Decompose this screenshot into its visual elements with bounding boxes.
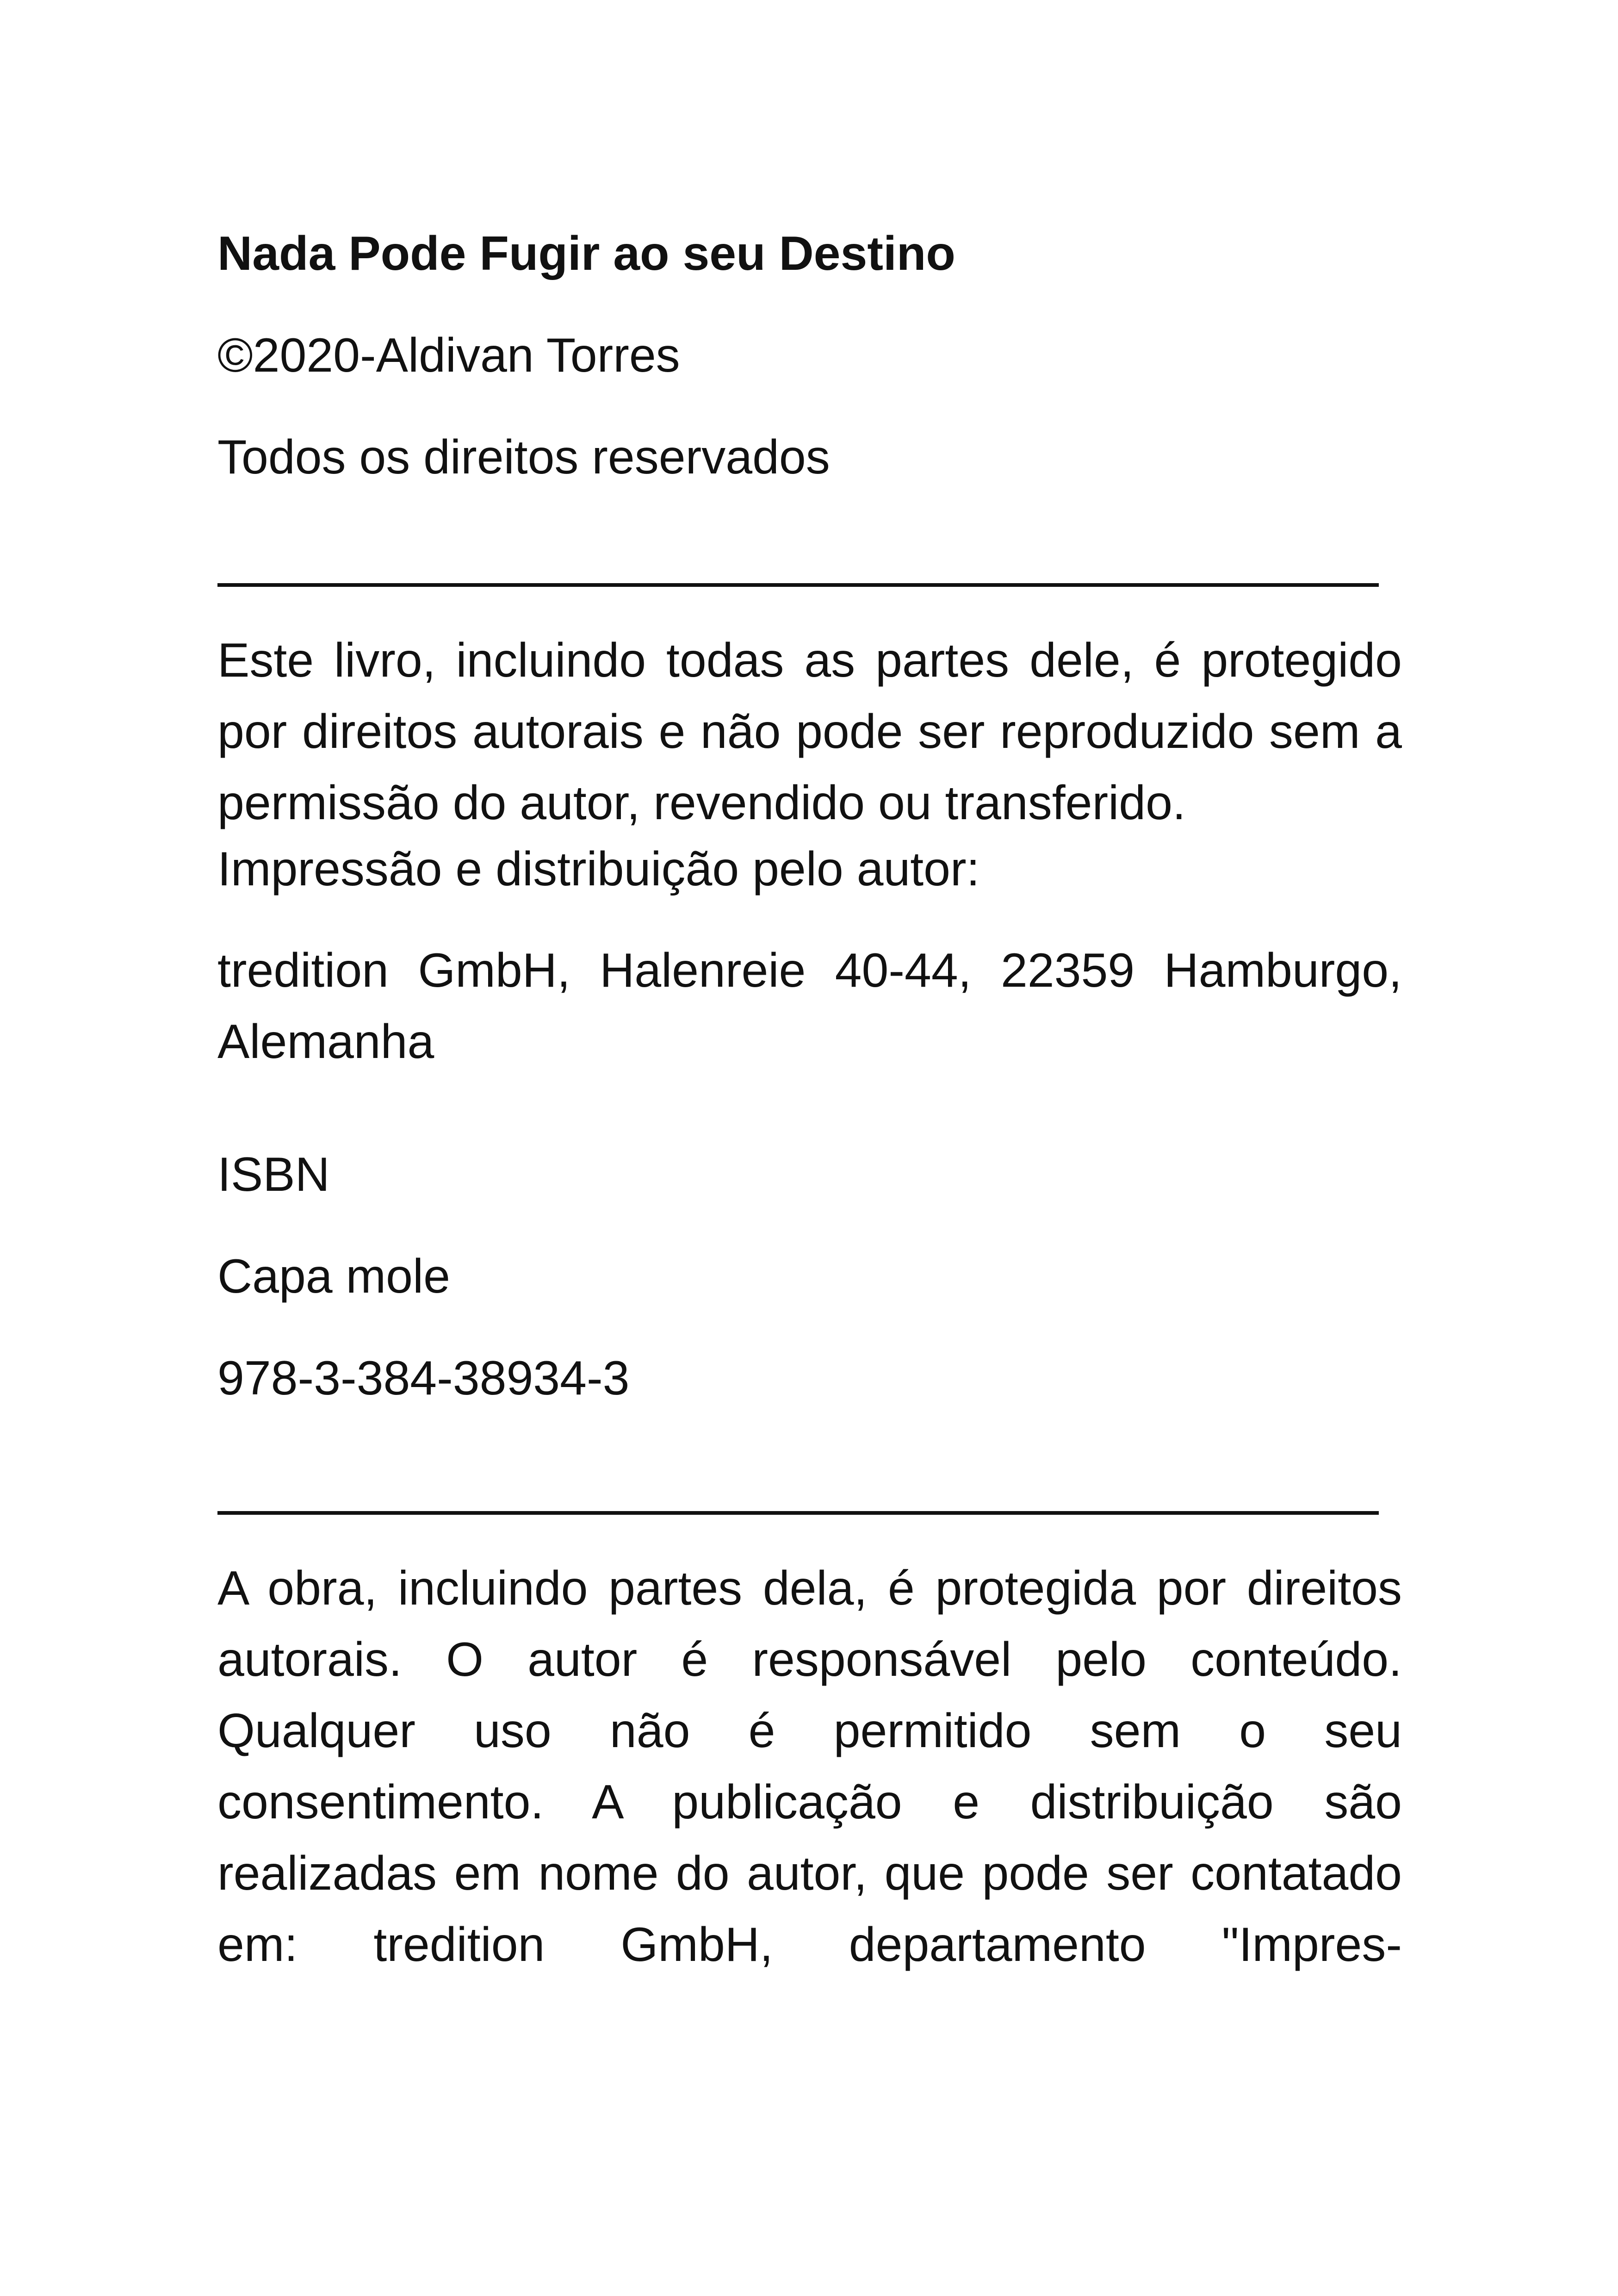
work-paragraph: A obra, incluindo partes dela, é protegida por direitos autorais. O autor é responsável pelo conteúdo. Qualquer uso não é permitido sem o seu consentimento. A publicação e distribuição são realizadas em nome do autor, que pode ser contatado em: tredition GmbH, departamento "Impres- <box>217 1562 1402 1972</box>
separator-line-top <box>217 583 1379 587</box>
format-label: Capa mole <box>217 1250 450 1303</box>
book-title: Nada Pode Fugir ao seu Destino <box>217 227 955 280</box>
copyright-line: ©2020-Aldivan Torres <box>217 329 680 382</box>
separator-line-bottom <box>217 1511 1379 1515</box>
isbn-number: 978-3-384-38934-3 <box>217 1351 630 1405</box>
protection-paragraph: Este livro, incluindo todas as partes dele, é protegido por direitos autorais e não pode ser reproduzido sem a permissão do autor, revendido ou transferido. <box>217 634 1402 830</box>
isbn-label: ISBN <box>217 1148 330 1201</box>
printing-label: Impressão e distribuição pelo autor: <box>217 842 980 896</box>
publisher-address: tredition GmbH, Halenreie 40-44, 22359 Hamburgo, Alemanha <box>217 944 1402 1069</box>
rights-reserved: Todos os direitos reservados <box>217 430 830 484</box>
